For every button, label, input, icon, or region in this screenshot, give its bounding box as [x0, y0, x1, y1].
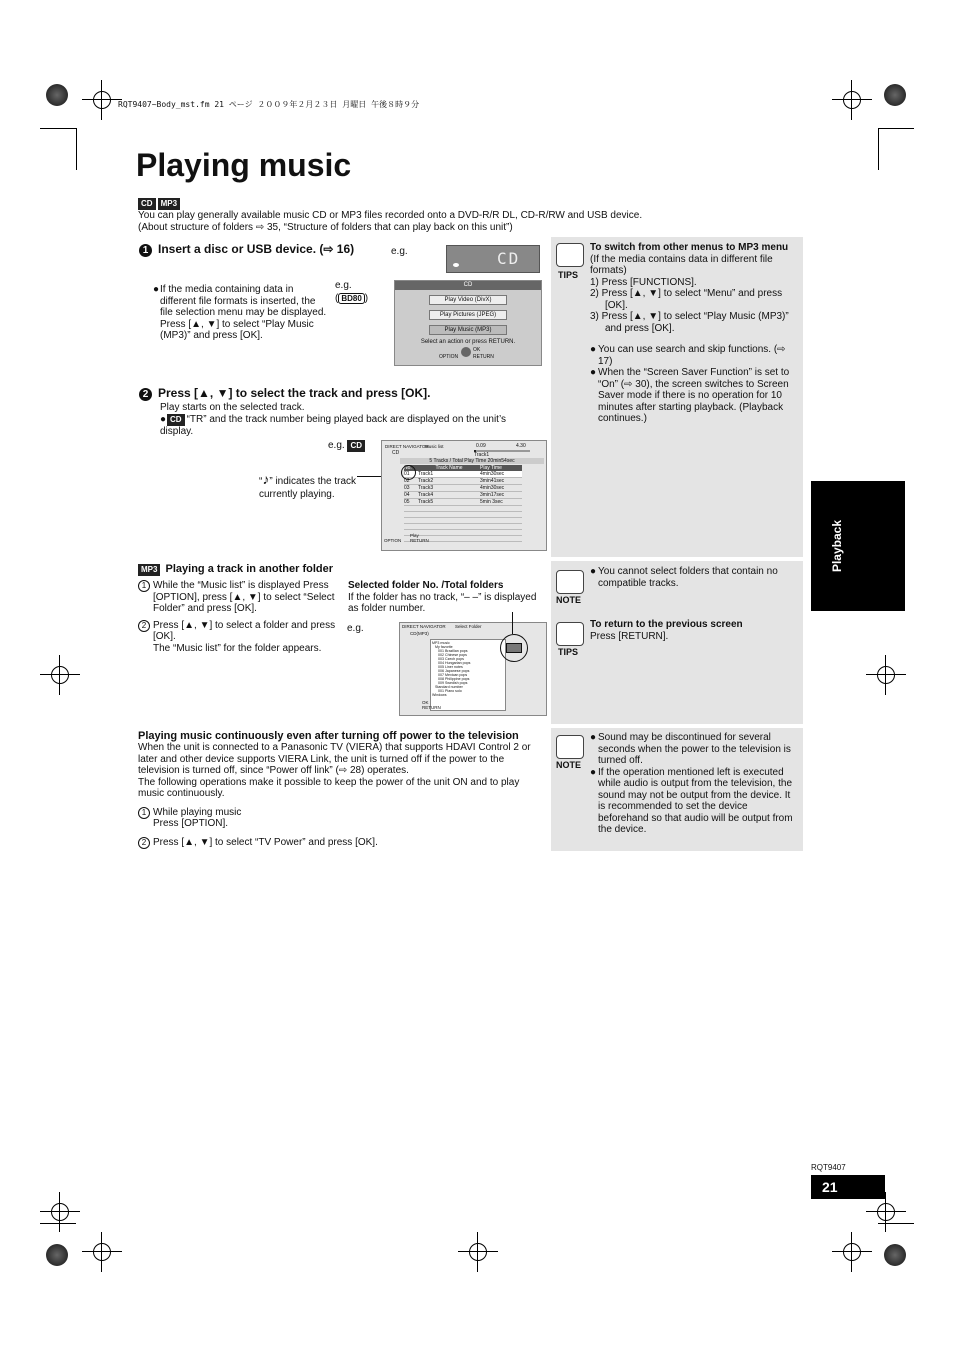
mp3-heading: MP3 Playing a track in another folder: [138, 563, 333, 576]
note-label: NOTE: [556, 760, 582, 770]
page-number: 21: [822, 1179, 838, 1195]
dpad-icon: [461, 347, 471, 357]
tips-label: TIPS: [558, 270, 579, 280]
registration-mark: [40, 1192, 80, 1232]
eg-label: e.g.: [391, 246, 408, 257]
indicator-caption: “♪” indicates the track currently playing.: [259, 471, 357, 500]
registration-mark: [832, 1232, 872, 1272]
eg-label: e.g. ( BD80 ): [335, 280, 369, 304]
screen-footer: OPTION Play RETURN: [384, 533, 429, 543]
crop-mark-dot: [46, 1244, 68, 1266]
crop-line: [40, 128, 76, 129]
footer-code: RQT9407: [811, 1163, 846, 1172]
note-book-icon: [556, 735, 584, 759]
crop-line: [76, 128, 77, 170]
lightbulb-icon: [556, 243, 584, 267]
note2-text: ● Sound may be discontinued for several seconds when the power to the television is turned off. ● If the operation mentioned left is executed while audio is output from the television, the sound may not be output from the device. It is recommended to set the device beforehand so that audio will be output from the device.: [590, 732, 793, 835]
summary-bar: 5 Tracks / Total Play Time 20min54sec: [400, 458, 544, 464]
tips-label: TIPS: [558, 647, 579, 657]
elapsed-time: 0.09: [476, 443, 486, 449]
highlight-circle: [500, 634, 528, 662]
pointer-line: [512, 612, 513, 634]
playing-indicator-circle: [401, 465, 416, 480]
media-badges: [138, 193, 182, 211]
header-line: RQT9407~Body_mst.fm 21 ページ ２００９年２月２３日 月曜日 午後８時９分: [118, 100, 420, 109]
current-track: Track1: [474, 452, 490, 458]
side-tab-label: Playback: [830, 519, 844, 573]
cd-badge: CD: [138, 198, 156, 210]
menu-item[interactable]: Play Video (DivX): [429, 295, 507, 305]
menu-item[interactable]: Play Music (MP3): [429, 325, 507, 335]
disc-icon: [453, 263, 459, 267]
step1-bullet: ● If the media containing data in different file formats is inserted, the file selection menu may be displayed. Press [▲, ▼] to select “Play Music (MP3)” and press [OK].: [153, 284, 327, 341]
table-row[interactable]: 03 Track3 4min30sec: [404, 485, 522, 492]
note-book-icon: [556, 570, 584, 594]
lightbulb-icon: [556, 622, 584, 646]
continuous-text: When the unit is connected to a Panasonic TV (VIERA) that supports HDAVI Control 2 or later and other device supports VIERA Link, the unit is turned off if the power to the television is turned off, since “Power off link” (⇨ 28) operates. The following operations make it possible to keep the power of the unit ON and to play music continuously. 1 While playing music Press [OPTION]. 2 Press [▲, ▼] to select “TV Power” and press [OK].: [138, 742, 531, 848]
eg-label: e.g. CD: [328, 440, 367, 452]
music-list-screen: [381, 440, 547, 551]
step2-heading: 2 Press [▲, ▼] to select the track and press [OK].: [139, 386, 431, 401]
page-number-box: [811, 1175, 885, 1199]
table-row[interactable]: 02 Track2 3min41sec: [404, 478, 522, 485]
page-title: Playing music: [136, 147, 352, 183]
crop-line: [40, 1223, 76, 1224]
folder-screen-footer: OK RETURN: [422, 700, 441, 710]
select-folder-screen: [399, 622, 547, 716]
crop-line: [878, 128, 879, 170]
display-readout: CD: [497, 249, 521, 268]
source-label: CD: [392, 450, 400, 456]
registration-mark: [40, 655, 80, 695]
mp3-badge: MP3: [158, 198, 180, 210]
eg-label: e.g.: [347, 623, 364, 634]
step-number: 2: [139, 388, 152, 401]
step-number: 1: [139, 244, 152, 257]
folder-tree: MP3 music My favorite 001 Brazilian pops 002 Chinese pops 003 Czech pops 004 Hungarian pops 005 Liner notes 006 Japanese pops 007 Mexican pops 008 Philippine pops 009 Swedish pops Standard number 001 Piano solo Windows: [430, 639, 506, 711]
registration-mark: [82, 1232, 122, 1272]
continuous-heading: Playing music continuously even after turning off power to the television: [138, 730, 519, 742]
crop-mark-dot: [884, 84, 906, 106]
unit-display: [446, 245, 540, 273]
model-badge: BD80: [338, 293, 364, 304]
menu-item[interactable]: Play Pictures (JPEG): [429, 310, 507, 320]
step1-heading: 1 Insert a disc or USB device. (⇨ 16): [139, 242, 354, 257]
folder-screen-header: DIRECT NAVIGATOR Select Folder: [402, 624, 482, 629]
crop-mark-dot: [46, 84, 68, 106]
crop-line: [878, 128, 914, 129]
side-tab: [811, 481, 905, 611]
mp3-steps: 1 While the “Music list” is displayed Press [OPTION], press [▲, ▼] to select “Select Folder” and press [OK]. 2 Press [▲, ▼] to select a folder and press [OK]. The “Music list” for the folder appears.: [138, 580, 338, 654]
selected-folder-note: Selected folder No. /Total folders If the folder has no track, “– –” is displayed as folder number.: [348, 580, 537, 614]
file-select-menu: CD Play Video (DivX) Play Pictures (JPEG) Play Music (MP3) Select an action or press RETURN. OPTION OK RETURN: [394, 280, 542, 366]
track-table: [404, 465, 522, 542]
crop-mark-dot: [884, 1244, 906, 1266]
tips2-text: To return to the previous screen Press [RETURN].: [590, 619, 743, 642]
step2-text: Play starts on the selected track. ● CD “TR” and the track number being played back are displayed on the unit’s display.: [160, 402, 507, 437]
folder-source: CD(MP3): [410, 631, 429, 636]
table-row[interactable]: 01 Track1 4min30sec: [404, 471, 522, 478]
menu-title: CD: [395, 281, 541, 290]
crop-line: [878, 1223, 914, 1224]
registration-mark: [866, 655, 906, 695]
tips1-text: To switch from other menus to MP3 menu (If the media contains data in different file formats) 1) Press [FUNCTIONS]. 2) Press [▲, ▼] to select “Menu” and press [OK]. 3) Press [▲, ▼] to select “Play Music (MP3)” and press [OK]. ● You can use search and skip functions. (⇨ 17) ● When the “Screen Saver Function” is set to “On” (⇨ 30), the screen switches to Screen Saver mode if there is no operation for 10 minutes after starting playback. (Playback continues.): [590, 242, 790, 424]
registration-mark: [832, 80, 872, 120]
note-label: NOTE: [556, 595, 582, 605]
registration-mark: [82, 80, 122, 120]
screen-header: DIRECT NAVIGATOR Music list: [385, 444, 444, 449]
total-time: 4.30: [516, 443, 526, 449]
intro-text: You can play generally available music CD or MP3 files recorded onto a DVD-R/R DL, CD-R/RW and USB device. (About structure of folders ⇨ 35, “Structure of folders that can play back on this unit”): [138, 210, 643, 233]
table-header: No. Track Name Play Time: [404, 465, 522, 471]
music-note-icon: ♪: [262, 471, 270, 487]
menu-hint: Select an action or press RETURN.: [420, 339, 516, 345]
note1-text: ● You cannot select folders that contain no compatible tracks.: [590, 566, 778, 589]
registration-mark: [458, 1232, 498, 1272]
table-row[interactable]: 05 Track5 5min 3sec: [404, 499, 522, 506]
table-row[interactable]: 04 Track4 3min17sec: [404, 492, 522, 499]
